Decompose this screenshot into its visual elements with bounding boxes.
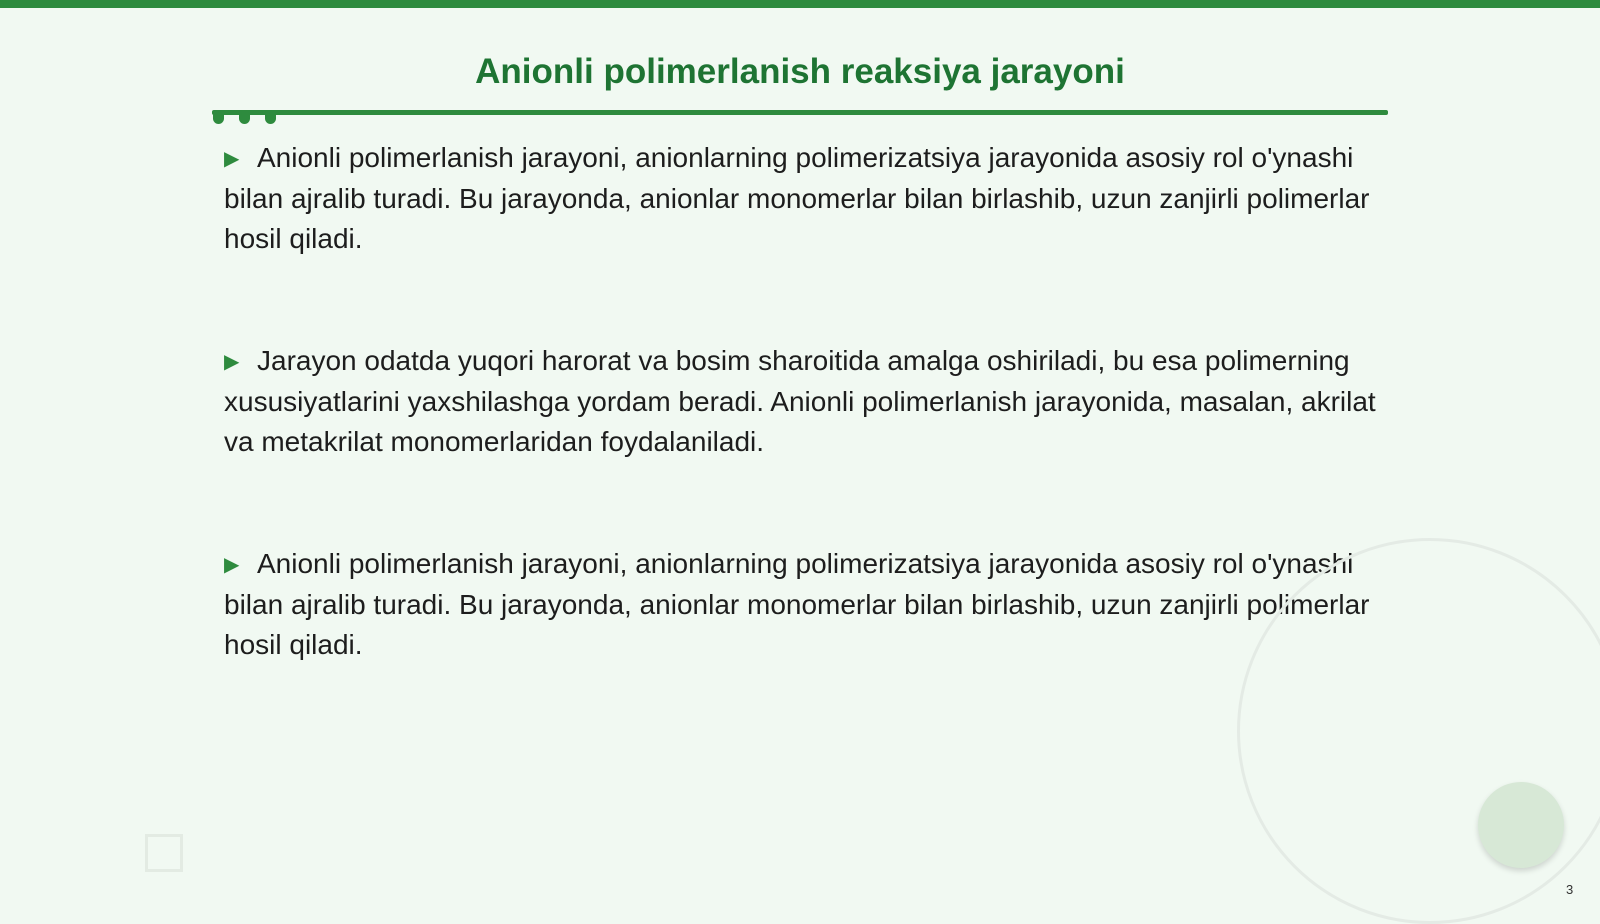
triangle-bullet-icon: ▶	[224, 554, 240, 576]
bullet-text: Jarayon odatda yuqori harorat va bosim sharoitida amalga oshiriladi, bu esa polimerning xususiyatlarini yaxshilashga yordam beradi. Anionli polimerlanish jarayonida, masalan, akrilat va metakrilat monomerlaridan foydalaniladi.	[224, 345, 1376, 457]
bullet-item	[224, 544, 1384, 665]
top-accent-bar	[0, 0, 1600, 8]
triangle-bullet-icon: ▶	[224, 351, 240, 373]
decorative-square-outline	[145, 834, 183, 872]
title-underline-drip	[265, 112, 276, 124]
page-number: 3	[1566, 882, 1574, 897]
decorative-circle-outline	[1237, 538, 1600, 924]
slide-title: Anionli polimerlanish reaksiya jarayoni	[475, 52, 1125, 91]
title-underline-drip	[239, 112, 250, 124]
bullet-item	[224, 138, 1384, 259]
bullet-text: Anionli polimerlanish jarayoni, anionlarning polimerizatsiya jarayonida asosiy rol o'ynashi bilan ajralib turadi. Bu jarayonda, anionlar monomerlar bilan birlashib, uzun zanjirli polimerlar hosil qiladi.	[224, 548, 1370, 660]
bullet-list	[224, 138, 1384, 747]
title-underline-drip	[213, 112, 224, 124]
bullet-text: Anionli polimerlanish jarayoni, anionlarning polimerizatsiya jarayonida asosiy rol o'ynashi bilan ajralib turadi. Bu jarayonda, anionlar monomerlar bilan birlashib, uzun zanjirli polimerlar hosil qiladi.	[224, 142, 1370, 254]
title-underline	[212, 110, 1388, 115]
triangle-bullet-icon: ▶	[224, 148, 240, 170]
decorative-filled-circle	[1478, 782, 1564, 868]
bullet-item	[224, 341, 1384, 462]
